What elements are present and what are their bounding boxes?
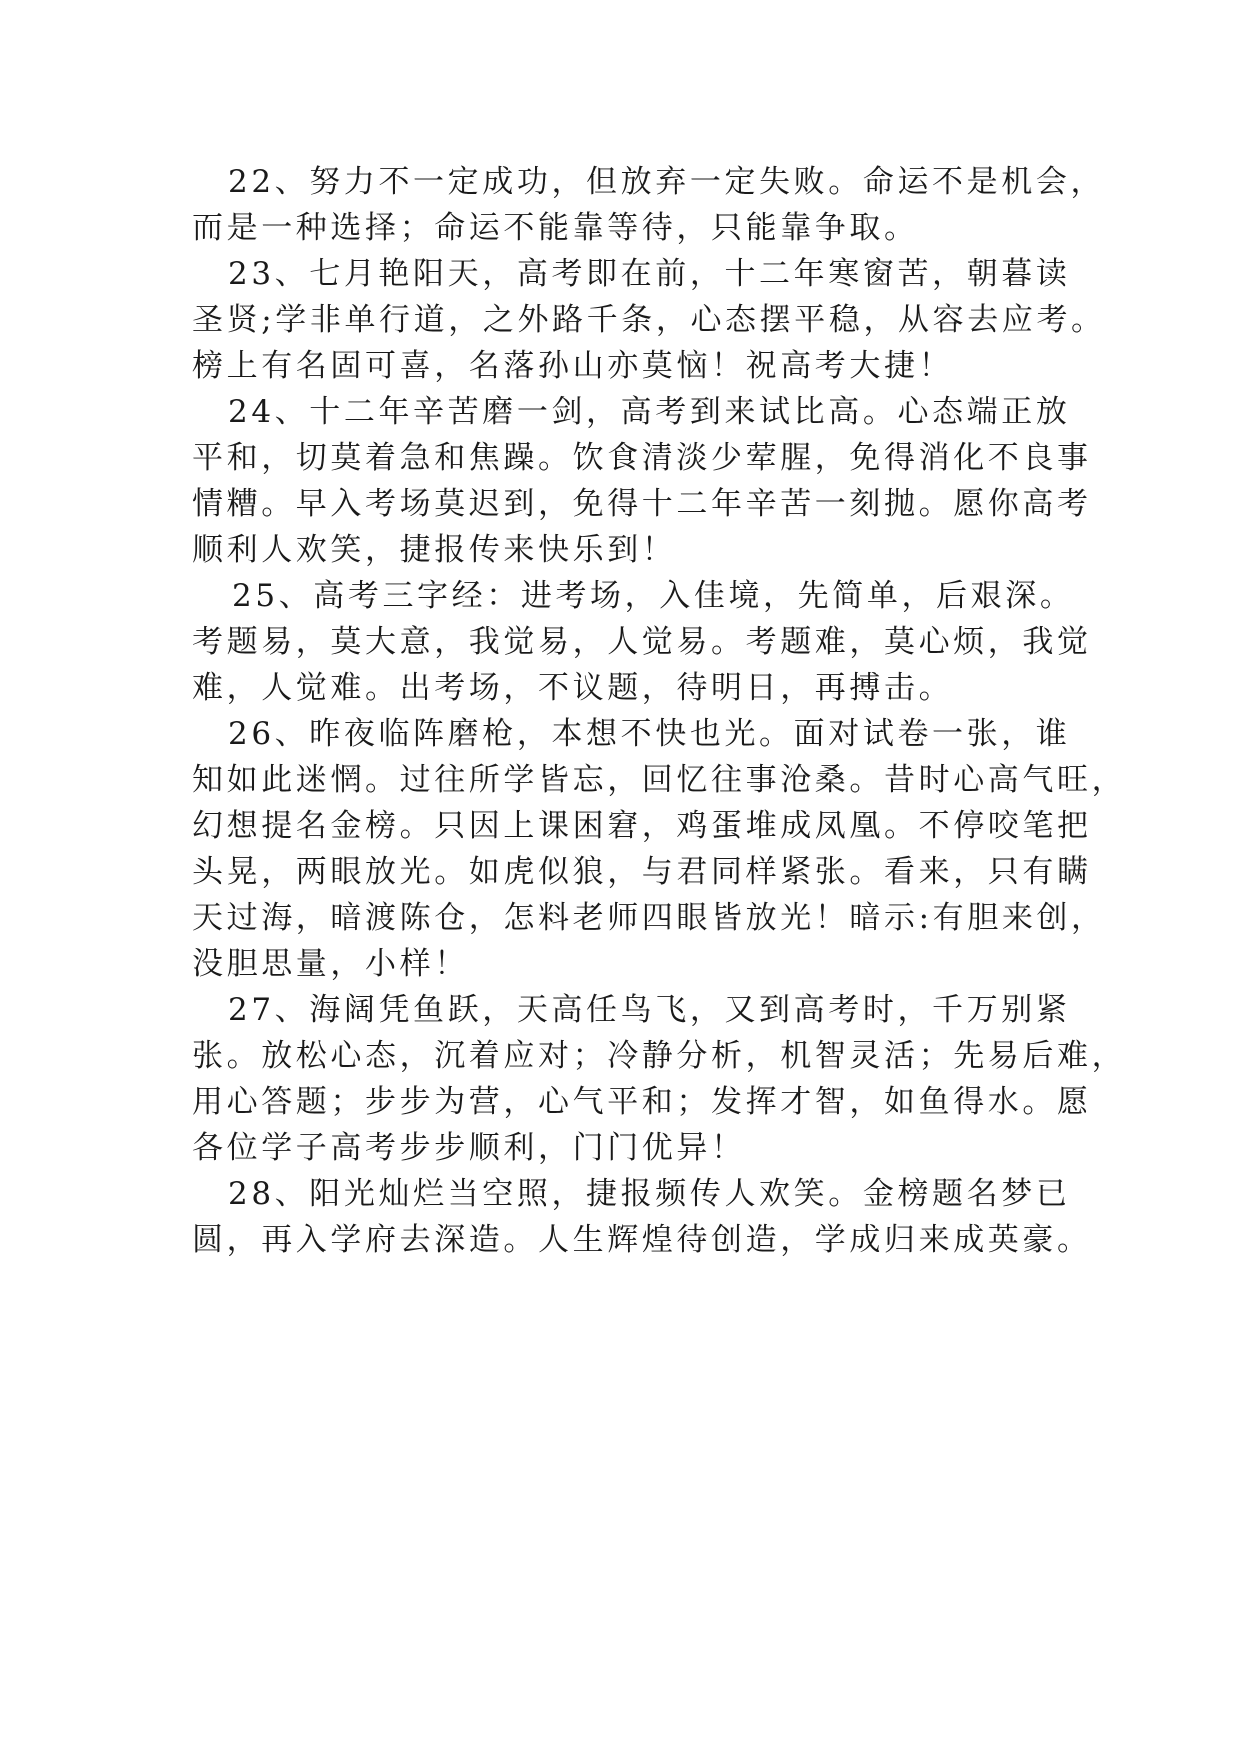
text-line: 情糟。早入考场莫迟到，免得十二年辛苦一刻抛。愿你高考 [192,486,1092,522]
text-line: 顺利人欢笑，捷报传来快乐到！ [192,532,677,568]
text-line: 知如此迷惘。过往所学皆忘，回忆往事沧桑。昔时心高气旺， [192,762,1127,798]
text-line: 考题易，莫大意，我觉易，人觉易。考题难，莫心烦，我觉 [192,624,1092,660]
text-line: 25、高考三字经：进考场，入佳境，先简单，后艰深。 [232,578,1075,614]
text-line: 圆，再入学府去深造。人生辉煌待创造，学成归来成英豪。 [192,1222,1092,1258]
text-line: 没胆思量，小样！ [192,946,469,982]
text-line: 榜上有名固可喜，名落孙山亦莫恼！祝高考大捷！ [192,348,954,384]
text-line: 天过海，暗渡陈仓，怎料老师四眼皆放光！暗示:有胆来创， [192,900,1106,936]
text-line: 22、努力不一定成功，但放弃一定失败。命运不是机会， [228,164,1106,200]
text-line: 28、阳光灿烂当空照，捷报频传人欢笑。金榜题名梦已 [228,1176,1071,1212]
text-line: 张。放松心态，沉着应对；冷静分析，机智灵活；先易后难， [192,1038,1127,1074]
text-line: 幻想提名金榜。只因上课困窘，鸡蛋堆成凤凰。不停咬笔把 [192,808,1092,844]
text-line: 26、昨夜临阵磨枪，本想不快也光。面对试卷一张，谁 [228,716,1071,752]
text-line: 各位学子高考步步顺利，门门优异！ [192,1130,746,1166]
text-line: 23、七月艳阳天，高考即在前，十二年寒窗苦，朝暮读 [228,256,1071,292]
text-line: 平和，切莫着急和焦躁。饮食清淡少荤腥，免得消化不良事 [192,440,1092,476]
text-line: 24、十二年辛苦磨一剑，高考到来试比高。心态端正放 [228,394,1071,430]
text-line: 用心答题；步步为营，心气平和；发挥才智，如鱼得水。愿 [192,1084,1092,1120]
text-line: 难，人觉难。出考场，不议题，待明日，再搏击。 [192,670,954,706]
text-line: 而是一种选择；命运不能靠等待，只能靠争取。 [192,210,919,246]
text-line: 27、海阔凭鱼跃，天高任鸟飞，又到高考时，千万别紧 [228,992,1071,1028]
text-line: 圣贤;学非单行道，之外路千条，心态摆平稳，从容去应考。 [192,302,1106,338]
text-line: 头晃，两眼放光。如虎似狼，与君同样紧张。看来，只有瞒 [192,854,1092,890]
